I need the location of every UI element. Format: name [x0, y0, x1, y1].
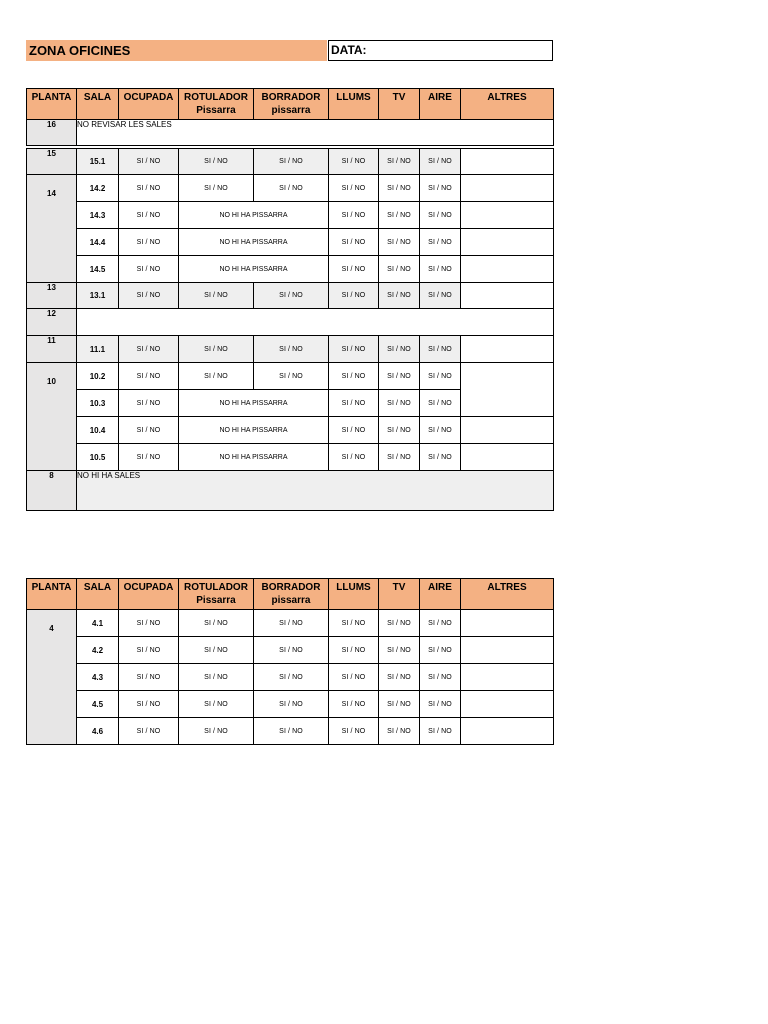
altres-field[interactable] [461, 202, 554, 229]
llums-option[interactable]: SI / NO [329, 336, 379, 363]
no-board-label: NO HI HA PISSARRA [179, 229, 329, 256]
rotulador-option[interactable]: SI / NO [179, 718, 254, 745]
tv-option[interactable]: SI / NO [379, 691, 420, 718]
col-header-ocupada: OCUPADA [119, 89, 179, 120]
col-header-rotulador [179, 89, 254, 120]
llums-option[interactable]: SI / NO [329, 149, 379, 175]
col-header-aire: AIRE [420, 579, 461, 610]
floor-note: NO HI HA SALES [77, 471, 554, 511]
llums-option[interactable]: SI / NO [329, 637, 379, 664]
rotulador-option[interactable]: SI / NO [179, 637, 254, 664]
col-header-rotulador-label: ROTULADOR [184, 582, 248, 593]
aire-option[interactable]: SI / NO [420, 336, 461, 363]
altres-field[interactable] [461, 229, 554, 256]
col-header-rotulador-sub: Pissarra [196, 105, 236, 116]
tv-option[interactable]: SI / NO [379, 363, 420, 390]
planta-cell: 16 [27, 120, 77, 146]
table-row [27, 363, 554, 390]
checklist-table-lower [26, 578, 554, 745]
llums-option[interactable]: SI / NO [329, 229, 379, 256]
ocupada-option[interactable]: SI / NO [119, 149, 179, 175]
checklist-table-upper [26, 88, 554, 511]
ocupada-option[interactable]: SI / NO [119, 336, 179, 363]
ocupada-option[interactable]: SI / NO [119, 610, 179, 637]
sala-cell: 10.4 [77, 417, 119, 444]
col-header-rotulador-label: ROTULADOR [184, 92, 248, 103]
altres-field[interactable] [461, 175, 554, 202]
rotulador-option[interactable]: SI / NO [179, 336, 254, 363]
borrador-option[interactable]: SI / NO [254, 336, 329, 363]
rotulador-option[interactable]: SI / NO [179, 363, 254, 390]
col-header-altres: ALTRES [461, 89, 554, 120]
tv-option[interactable]: SI / NO [379, 637, 420, 664]
col-header-borrador-sub: pissarra [271, 105, 311, 116]
sala-cell: 4.3 [77, 664, 119, 691]
tv-option[interactable]: SI / NO [379, 390, 420, 417]
borrador-option[interactable]: SI / NO [254, 363, 329, 390]
page-title: ZONA OFICINES [26, 40, 327, 61]
tv-option[interactable]: SI / NO [379, 283, 420, 309]
aire-option[interactable]: SI / NO [420, 256, 461, 283]
sala-cell: 10.2 [77, 363, 119, 390]
table-row [27, 336, 554, 363]
aire-option[interactable]: SI / NO [420, 610, 461, 637]
aire-option[interactable]: SI / NO [420, 390, 461, 417]
ocupada-option[interactable]: SI / NO [119, 175, 179, 202]
rotulador-option[interactable]: SI / NO [179, 175, 254, 202]
borrador-option[interactable]: SI / NO [254, 691, 329, 718]
floor-empty-cell [77, 309, 554, 336]
borrador-option[interactable]: SI / NO [254, 149, 329, 175]
sala-cell: 14.3 [77, 202, 119, 229]
altres-field[interactable] [461, 256, 554, 283]
col-header-rotulador [179, 579, 254, 610]
altres-field[interactable] [461, 149, 554, 175]
col-header-borrador [254, 579, 329, 610]
table-row [27, 691, 554, 718]
ocupada-option[interactable]: SI / NO [119, 417, 179, 444]
llums-option[interactable]: SI / NO [329, 363, 379, 390]
rotulador-option[interactable]: SI / NO [179, 283, 254, 309]
llums-option[interactable]: SI / NO [329, 718, 379, 745]
tv-option[interactable]: SI / NO [379, 444, 420, 471]
table-row [27, 283, 554, 309]
floor-row-8 [27, 471, 554, 511]
aire-option[interactable]: SI / NO [420, 149, 461, 175]
llums-option[interactable]: SI / NO [329, 283, 379, 309]
tv-option[interactable]: SI / NO [379, 256, 420, 283]
col-header-tv: TV [379, 579, 420, 610]
altres-field[interactable] [461, 417, 554, 444]
aire-option[interactable]: SI / NO [420, 691, 461, 718]
sala-cell: 11.1 [77, 336, 119, 363]
aire-option[interactable]: SI / NO [420, 363, 461, 390]
table-row [27, 664, 554, 691]
tv-option[interactable]: SI / NO [379, 417, 420, 444]
llums-option[interactable]: SI / NO [329, 417, 379, 444]
ocupada-option[interactable]: SI / NO [119, 229, 179, 256]
llums-option[interactable]: SI / NO [329, 202, 379, 229]
altres-field[interactable] [461, 283, 554, 309]
llums-option[interactable]: SI / NO [329, 444, 379, 471]
aire-option[interactable]: SI / NO [420, 417, 461, 444]
table-row [27, 718, 554, 745]
aire-option[interactable]: SI / NO [420, 444, 461, 471]
aire-option[interactable]: SI / NO [420, 283, 461, 309]
aire-option[interactable]: SI / NO [420, 229, 461, 256]
no-board-label: NO HI HA PISSARRA [179, 390, 329, 417]
llums-option[interactable]: SI / NO [329, 256, 379, 283]
llums-option[interactable]: SI / NO [329, 390, 379, 417]
altres-field[interactable] [461, 637, 554, 664]
altres-field[interactable] [461, 664, 554, 691]
floor-note: NO REVISAR LES SALES [77, 120, 554, 146]
table-row [27, 202, 554, 229]
no-board-label: NO HI HA PISSARRA [179, 417, 329, 444]
aire-option[interactable]: SI / NO [420, 175, 461, 202]
ocupada-option[interactable]: SI / NO [119, 718, 179, 745]
table-row [27, 256, 554, 283]
rotulador-option[interactable]: SI / NO [179, 664, 254, 691]
col-header-tv: TV [379, 89, 420, 120]
tv-option[interactable]: SI / NO [379, 718, 420, 745]
col-header-sala: SALA [77, 579, 119, 610]
col-header-llums: LLUMS [329, 579, 379, 610]
sala-cell: 4.1 [77, 610, 119, 637]
col-header-llums: LLUMS [329, 89, 379, 120]
table-row [27, 444, 554, 471]
sala-cell: 13.1 [77, 283, 119, 309]
floor-row-12 [27, 309, 554, 336]
rotulador-option[interactable]: SI / NO [179, 610, 254, 637]
tv-option[interactable]: SI / NO [379, 229, 420, 256]
llums-option[interactable]: SI / NO [329, 664, 379, 691]
planta-cell: 4 [27, 610, 77, 745]
ocupada-option[interactable]: SI / NO [119, 637, 179, 664]
table-row [27, 229, 554, 256]
sala-cell: 15.1 [77, 149, 119, 175]
col-header-altres: ALTRES [461, 579, 554, 610]
ocupada-option[interactable]: SI / NO [119, 664, 179, 691]
aire-option[interactable]: SI / NO [420, 637, 461, 664]
rotulador-option[interactable]: SI / NO [179, 691, 254, 718]
ocupada-option[interactable]: SI / NO [119, 202, 179, 229]
no-board-label: NO HI HA PISSARRA [179, 256, 329, 283]
altres-field[interactable] [461, 336, 554, 363]
sala-cell: 4.2 [77, 637, 119, 664]
col-header-ocupada: OCUPADA [119, 579, 179, 610]
tv-option[interactable]: SI / NO [379, 664, 420, 691]
table-row [27, 610, 554, 637]
altres-field[interactable] [461, 691, 554, 718]
sala-cell: 10.5 [77, 444, 119, 471]
llums-option[interactable]: SI / NO [329, 610, 379, 637]
planta-cell: 10 [27, 363, 77, 471]
ocupada-option[interactable]: SI / NO [119, 283, 179, 309]
aire-option[interactable]: SI / NO [420, 202, 461, 229]
date-field[interactable]: DATA: [328, 40, 553, 61]
table-header-row [27, 89, 554, 120]
table-row [27, 175, 554, 202]
sala-cell: 14.2 [77, 175, 119, 202]
sala-cell: 14.4 [77, 229, 119, 256]
altres-field[interactable] [461, 363, 554, 417]
aire-option[interactable]: SI / NO [420, 664, 461, 691]
col-header-sala: SALA [77, 89, 119, 120]
ocupada-option[interactable]: SI / NO [119, 691, 179, 718]
tv-option[interactable]: SI / NO [379, 336, 420, 363]
table-row [27, 637, 554, 664]
ocupada-option[interactable]: SI / NO [119, 444, 179, 471]
no-board-label: NO HI HA PISSARRA [179, 444, 329, 471]
planta-cell: 8 [27, 471, 77, 511]
llums-option[interactable]: SI / NO [329, 691, 379, 718]
rotulador-option[interactable]: SI / NO [179, 149, 254, 175]
floor-row-16 [27, 120, 554, 146]
col-header-planta: PLANTA [27, 89, 77, 120]
altres-field[interactable] [461, 718, 554, 745]
sala-cell: 14.5 [77, 256, 119, 283]
planta-cell: 13 [27, 283, 77, 309]
col-header-planta: PLANTA [27, 579, 77, 610]
altres-field[interactable] [461, 610, 554, 637]
sala-cell: 10.3 [77, 390, 119, 417]
planta-cell: 12 [27, 309, 77, 336]
borrador-option[interactable]: SI / NO [254, 283, 329, 309]
table-row [27, 417, 554, 444]
col-header-borrador-sub: pissarra [271, 595, 311, 606]
borrador-option[interactable]: SI / NO [254, 718, 329, 745]
borrador-option[interactable]: SI / NO [254, 637, 329, 664]
borrador-option[interactable]: SI / NO [254, 175, 329, 202]
col-header-borrador-label: BORRADOR [261, 92, 321, 103]
sala-cell: 4.6 [77, 718, 119, 745]
table-header-row [27, 579, 554, 610]
tv-option[interactable]: SI / NO [379, 610, 420, 637]
planta-cell: 15 [27, 149, 77, 175]
tv-option[interactable]: SI / NO [379, 149, 420, 175]
llums-option[interactable]: SI / NO [329, 175, 379, 202]
borrador-option[interactable]: SI / NO [254, 664, 329, 691]
planta-cell: 14 [27, 175, 77, 283]
col-header-aire: AIRE [420, 89, 461, 120]
altres-field[interactable] [461, 444, 554, 471]
tv-option[interactable]: SI / NO [379, 175, 420, 202]
ocupada-option[interactable]: SI / NO [119, 390, 179, 417]
borrador-option[interactable]: SI / NO [254, 610, 329, 637]
ocupada-option[interactable]: SI / NO [119, 256, 179, 283]
tv-option[interactable]: SI / NO [379, 202, 420, 229]
no-board-label: NO HI HA PISSARRA [179, 202, 329, 229]
table-row [27, 149, 554, 175]
col-header-borrador-label: BORRADOR [261, 582, 321, 593]
planta-cell: 11 [27, 336, 77, 363]
sala-cell: 4.5 [77, 691, 119, 718]
col-header-borrador [254, 89, 329, 120]
ocupada-option[interactable]: SI / NO [119, 363, 179, 390]
col-header-rotulador-sub: Pissarra [196, 595, 236, 606]
aire-option[interactable]: SI / NO [420, 718, 461, 745]
